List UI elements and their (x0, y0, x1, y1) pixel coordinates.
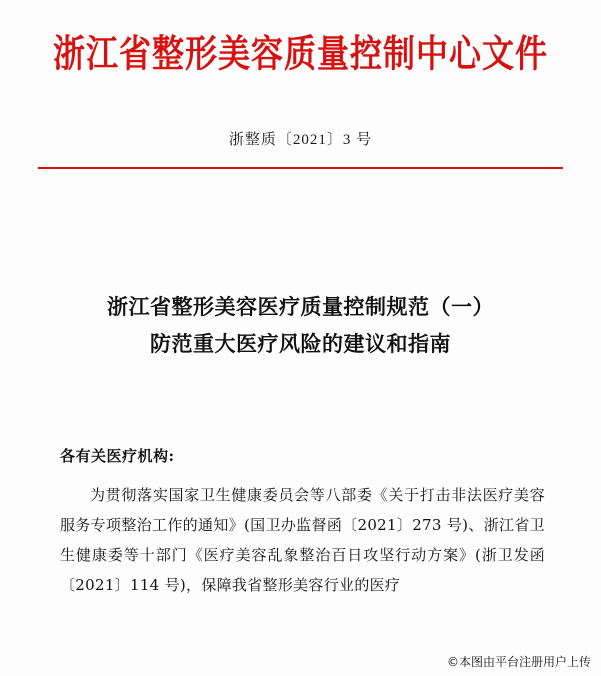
document-number: 浙整质〔2021〕3 号 (228, 132, 373, 148)
salutation: 各有关医疗机构: (60, 446, 175, 465)
masthead-title: 浙江省整形美容质量控制中心文件 (52, 31, 548, 77)
watermark (447, 653, 591, 670)
page-title (38, 289, 563, 363)
body-text (38, 480, 563, 600)
page-title-line-1: 浙江省整形美容医疗质量控制规范（一） (107, 294, 494, 319)
masthead (38, 0, 563, 77)
red-separator-rule (38, 167, 563, 169)
page-title-line-2: 防范重大医疗风险的建议和指南 (150, 330, 451, 356)
body-paragraph: 为贯彻落实国家卫生健康委员会等八部委《关于打击非法医疗美容服务专项整治工作的通知》(国卫办监督函〔2021〕273 号)、浙江省卫生健康委等十部门《医疗美容乱象整治百日攻坚行动方案》(浙卫发函〔2021〕114 号)，保障我省整形美容行业的医疗 (60, 485, 545, 594)
watermark-text: 本图由平台注册用户上传 (458, 655, 591, 669)
copyright-icon: © (446, 655, 459, 669)
